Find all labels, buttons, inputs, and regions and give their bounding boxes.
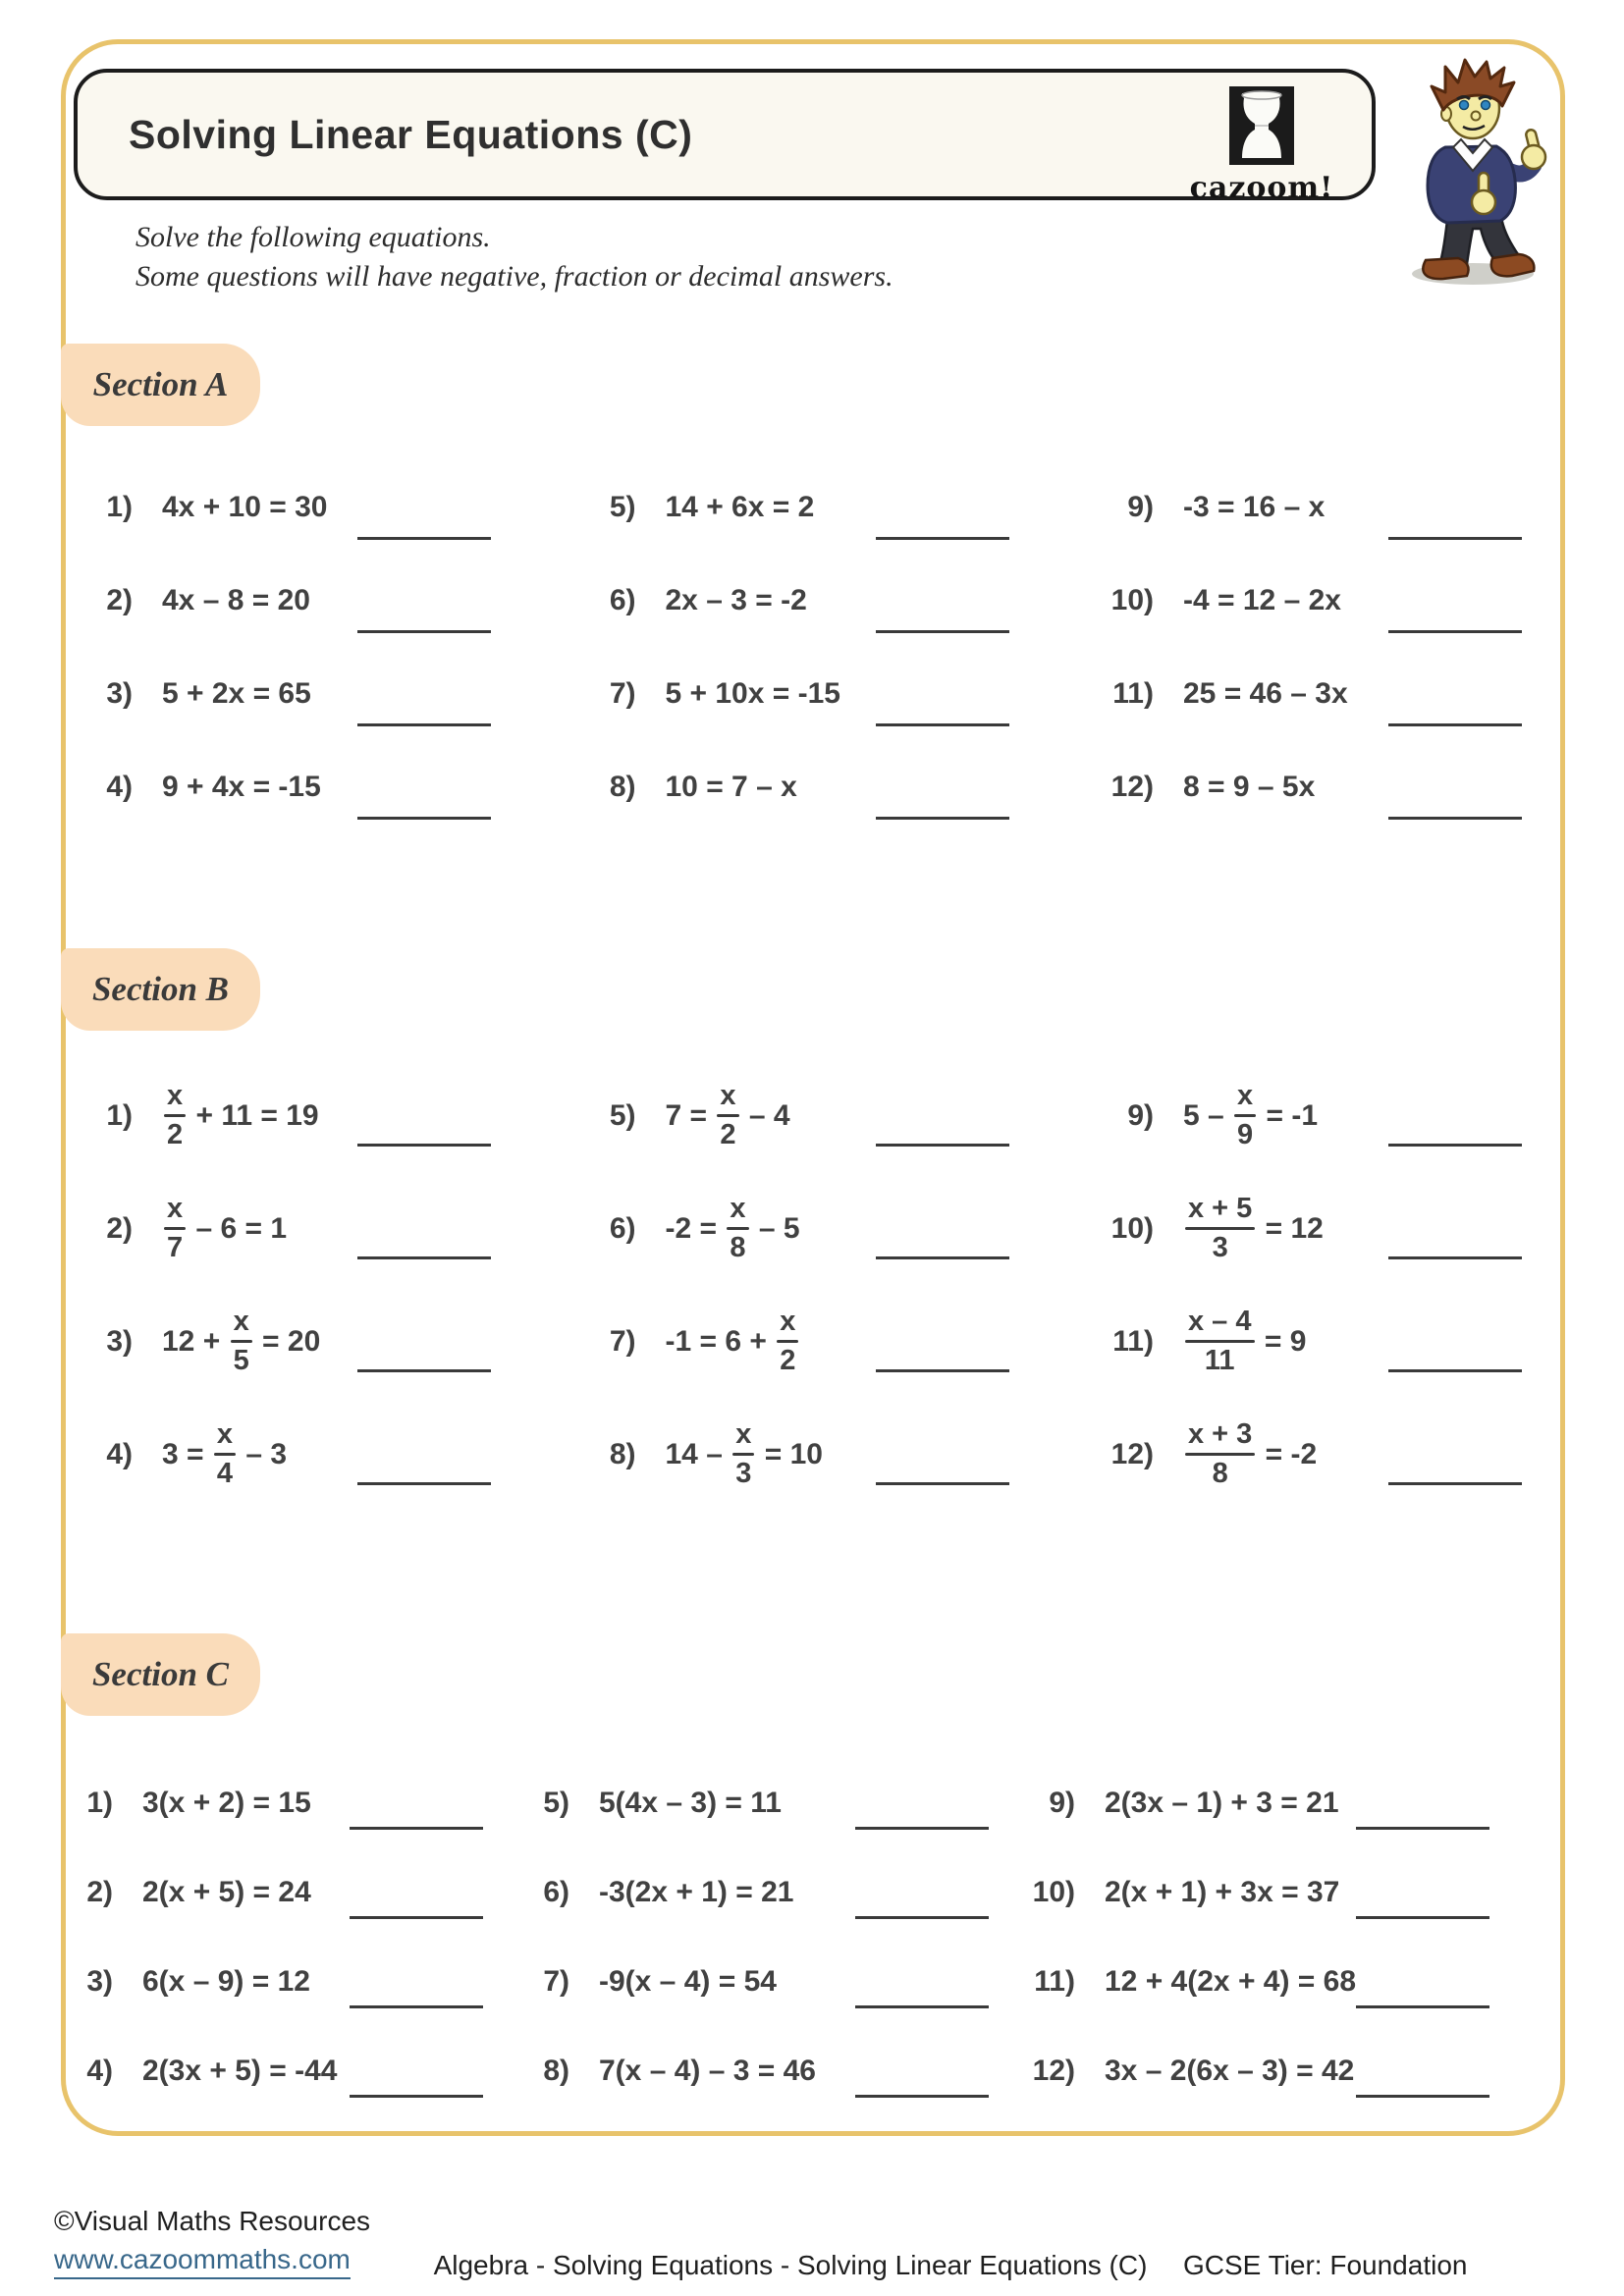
question-number: 3) (106, 677, 133, 710)
equation-text: 5 + 10x = -15 (665, 677, 840, 710)
equation-text: -2 = (665, 1211, 726, 1245)
answer-line[interactable] (1388, 1369, 1522, 1372)
title-bar (74, 69, 1376, 205)
equation (142, 1876, 311, 1909)
equation-text: = 9 (1256, 1324, 1307, 1358)
question-cell (1105, 677, 1522, 771)
fraction-numerator: x – 4 (1188, 1305, 1252, 1337)
question-cell (1105, 1296, 1522, 1409)
cazoom-logo (1189, 86, 1334, 205)
question-number: 10) (1110, 1211, 1154, 1245)
equation (599, 1876, 793, 1909)
question-number: 3) (106, 1324, 133, 1358)
question-cell (83, 1296, 491, 1409)
equation (142, 1787, 311, 1820)
instruction-line-1: Solve the following equations. (135, 221, 491, 253)
equation (162, 1079, 319, 1151)
equation (1183, 491, 1325, 524)
fraction-numerator: x (1237, 1079, 1254, 1111)
answer-line[interactable] (357, 1369, 491, 1372)
equation-text: 7(x – 4) – 3 = 46 (599, 2055, 816, 2087)
equation-text: 8 = 9 – 5x (1183, 771, 1316, 803)
answer-line[interactable] (876, 817, 1009, 820)
equation-text: 12 + 4(2x + 4) = 68 (1105, 1965, 1357, 1998)
fraction-denominator: 4 (216, 1458, 234, 1490)
equation (162, 677, 311, 711)
question-number: 5) (609, 1098, 636, 1132)
answer-line[interactable] (350, 2005, 483, 2008)
equation (666, 584, 807, 617)
question-number: 12) (1032, 2055, 1075, 2087)
equation (665, 1305, 801, 1377)
question-cell (83, 677, 491, 771)
answer-line[interactable] (1388, 537, 1522, 540)
equation (1105, 1876, 1339, 1909)
section-b-label: Section B (91, 970, 230, 1008)
equation-text: 5(4x – 3) = 11 (599, 1787, 782, 1819)
question-number: 6) (609, 1211, 636, 1245)
question-number: 11) (1034, 1965, 1075, 1998)
fraction-bar (727, 1227, 748, 1231)
equation (162, 491, 328, 524)
fraction (1185, 1192, 1255, 1264)
equation (162, 584, 310, 617)
footer-tier: GCSE Tier: Foundation (1183, 2250, 1468, 2280)
equation (1183, 771, 1315, 804)
fraction-bar (717, 1114, 738, 1118)
fraction (214, 1417, 236, 1490)
fraction-numerator: x (720, 1079, 736, 1111)
equation-text: 4x + 10 = 30 (162, 491, 328, 523)
equation (665, 1192, 800, 1264)
answer-line[interactable] (1356, 1916, 1489, 1919)
section-b-header (61, 948, 260, 1031)
equation-text: = 20 (253, 1324, 321, 1358)
fraction (777, 1305, 798, 1377)
question-number: 8) (609, 771, 636, 803)
fraction-numerator: x (216, 1417, 234, 1450)
equation-text: = -1 (1258, 1098, 1319, 1132)
equation-text: 5 – (1183, 1098, 1233, 1132)
equation (599, 1787, 782, 1820)
question-number: 2) (86, 1876, 113, 1908)
fraction-numerator: x (730, 1192, 746, 1224)
equation-text: = 10 (756, 1437, 823, 1470)
fraction-numerator: x (167, 1192, 184, 1224)
question-number: 4) (106, 771, 133, 803)
question-cell (1105, 491, 1522, 584)
equation (666, 677, 840, 711)
equation (142, 2055, 337, 2088)
section-c-header (61, 1633, 260, 1716)
answer-line[interactable] (357, 630, 491, 633)
answer-line[interactable] (357, 723, 491, 726)
question-number: 6) (609, 584, 636, 616)
question-cell (520, 1787, 989, 1876)
question-cell (1026, 2055, 1489, 2144)
fraction (231, 1305, 252, 1377)
answer-line[interactable] (357, 1144, 491, 1147)
equation-text: + 11 = 19 (188, 1098, 319, 1132)
answer-line[interactable] (350, 1827, 483, 1830)
question-cell (1026, 1965, 1489, 2055)
question-cell (83, 491, 491, 584)
question-cell (83, 771, 491, 864)
fraction-numerator: x (233, 1305, 249, 1337)
footer-website-link[interactable]: www.cazoommaths.com (54, 2244, 351, 2279)
equation (599, 2055, 816, 2088)
equation (1105, 2055, 1354, 2088)
equation (162, 1192, 288, 1264)
question-number: 3) (86, 1965, 113, 1998)
fraction-numerator: x + 3 (1188, 1417, 1253, 1450)
answer-line[interactable] (876, 1144, 1009, 1147)
question-cell (520, 1965, 989, 2055)
equation-text: -3 = 16 – x (1183, 491, 1326, 523)
question-number: 11) (1112, 1324, 1154, 1358)
question-cell (83, 584, 491, 677)
fraction-bar (1234, 1114, 1256, 1118)
equation (162, 771, 321, 804)
answer-line[interactable] (1388, 1482, 1522, 1485)
equation-text: 2x – 3 = -2 (665, 584, 807, 616)
question-number: 10) (1032, 1876, 1075, 1908)
fraction-denominator: 7 (167, 1232, 184, 1264)
question-number: 1) (86, 1787, 113, 1819)
section-a-label: Section A (92, 365, 229, 403)
equation-text: 2(x + 1) + 3x = 37 (1105, 1876, 1340, 1908)
fraction-denominator: 3 (1212, 1232, 1228, 1264)
equation-text: – 4 (740, 1098, 790, 1132)
fraction (164, 1079, 186, 1151)
question-cell (1026, 1876, 1489, 1965)
page-title: Solving Linear Equations (C) (129, 111, 693, 157)
question-number: 8) (609, 1437, 636, 1470)
question-number: 4) (86, 2055, 113, 2087)
question-number: 5) (543, 1787, 569, 1819)
equation (665, 1417, 823, 1490)
equation-text: – 5 (750, 1211, 800, 1245)
answer-line[interactable] (1388, 723, 1522, 726)
fraction-denominator: 2 (167, 1119, 184, 1151)
question-number: 7) (609, 677, 636, 710)
question-cell (1026, 1787, 1489, 1876)
question-cell (83, 1409, 491, 1522)
section-c-questions (64, 1787, 1489, 2144)
section-c-label: Section C (91, 1655, 230, 1693)
fraction-denominator: 5 (233, 1345, 249, 1377)
equation (599, 1965, 777, 1999)
fraction-denominator: 3 (735, 1458, 752, 1490)
equation-text: 2(3x + 5) = -44 (142, 2055, 338, 2087)
answer-line[interactable] (357, 537, 491, 540)
equation-text: 4x – 8 = 20 (162, 584, 310, 616)
question-cell (1105, 1070, 1522, 1183)
question-cell (1105, 584, 1522, 677)
answer-line[interactable] (1356, 1827, 1489, 1830)
question-cell (587, 1070, 1009, 1183)
fraction-denominator: 8 (730, 1232, 746, 1264)
answer-line[interactable] (1356, 2005, 1489, 2008)
equation-text: 9 + 4x = -15 (162, 771, 321, 803)
equation (1105, 1787, 1339, 1820)
footer-copyright: ©Visual Maths Resources (54, 2206, 371, 2236)
question-number: 1) (106, 491, 133, 523)
instruction-line-2: Some questions will have negative, fraction or decimal answers. (135, 260, 893, 293)
equation (1183, 677, 1348, 711)
equation-text: -1 = 6 + (665, 1324, 776, 1358)
equation (162, 1417, 288, 1490)
equation-text: – 3 (238, 1437, 288, 1470)
equation (142, 1965, 310, 1999)
question-number: 10) (1110, 584, 1154, 616)
fraction-bar (164, 1114, 186, 1118)
question-number: 9) (1127, 1098, 1154, 1132)
fraction-denominator: 2 (780, 1345, 796, 1377)
question-cell (83, 1070, 491, 1183)
question-cell (64, 2055, 483, 2144)
answer-line[interactable] (350, 1916, 483, 1919)
equation (1183, 1305, 1307, 1377)
question-cell (587, 771, 1009, 864)
question-cell (587, 491, 1009, 584)
fraction (1185, 1417, 1255, 1490)
question-cell (587, 1296, 1009, 1409)
equation (666, 491, 815, 524)
equation-text: 3 = (162, 1437, 212, 1470)
fraction-denominator: 11 (1204, 1345, 1235, 1377)
equation (666, 771, 797, 804)
fraction-bar (777, 1340, 798, 1344)
equation-text: 5 + 2x = 65 (162, 677, 311, 710)
footer-breadcrumb: Algebra - Solving Equations - Solving Linear Equations (C) (433, 2250, 1148, 2280)
answer-line[interactable] (1388, 1144, 1522, 1147)
question-number: 1) (106, 1098, 133, 1132)
fraction-bar (164, 1227, 186, 1231)
equation-text: -3(2x + 1) = 21 (599, 1876, 794, 1908)
answer-line[interactable] (876, 537, 1009, 540)
cazoom-logo-text: cazoom! (1189, 171, 1334, 205)
fraction (727, 1192, 748, 1264)
equation (665, 1079, 790, 1151)
fraction-bar (231, 1340, 252, 1344)
answer-line[interactable] (350, 2095, 483, 2098)
cazoom-drum-icon (1229, 86, 1294, 170)
mascot-boy-illustration (1398, 55, 1555, 291)
section-a-questions (83, 491, 1522, 864)
fraction-numerator: x (735, 1417, 752, 1450)
answer-line[interactable] (357, 817, 491, 820)
equation-text: 2(3x – 1) + 3 = 21 (1105, 1787, 1339, 1819)
equation-text: -4 = 12 – 2x (1183, 584, 1341, 616)
instructions (135, 218, 893, 296)
equation (162, 1305, 321, 1377)
fraction-numerator: x (167, 1079, 184, 1111)
equation-text: 25 = 46 – 3x (1183, 677, 1348, 710)
equation-text: 10 = 7 – x (665, 771, 797, 803)
equation-text: 14 + 6x = 2 (665, 491, 815, 523)
equation-text: 6(x – 9) = 12 (142, 1965, 310, 1998)
equation (1183, 584, 1341, 617)
answer-line[interactable] (876, 1256, 1009, 1259)
question-number: 12) (1110, 1437, 1154, 1470)
fraction (732, 1417, 754, 1490)
question-number: 11) (1112, 677, 1154, 710)
fraction-bar (1185, 1227, 1255, 1231)
answer-line[interactable] (876, 1482, 1009, 1485)
equation-text: 7 = (665, 1098, 716, 1132)
equation-text: -9(x – 4) = 54 (599, 1965, 777, 1998)
answer-line[interactable] (1388, 817, 1522, 820)
fraction-numerator: x + 5 (1188, 1192, 1253, 1224)
answer-line[interactable] (855, 2005, 989, 2008)
answer-line[interactable] (357, 1256, 491, 1259)
answer-line[interactable] (1356, 2095, 1489, 2098)
question-cell (520, 2055, 989, 2144)
question-cell (587, 1183, 1009, 1296)
question-number: 9) (1127, 491, 1154, 523)
question-number: 8) (543, 2055, 569, 2087)
fraction-denominator: 2 (720, 1119, 736, 1151)
equation (1183, 1192, 1324, 1264)
fraction-denominator: 9 (1237, 1119, 1254, 1151)
equation (1183, 1417, 1318, 1490)
question-number: 9) (1049, 1787, 1075, 1819)
question-cell (587, 584, 1009, 677)
question-number: 12) (1110, 771, 1154, 803)
answer-line[interactable] (1388, 630, 1522, 633)
question-cell (1105, 771, 1522, 864)
answer-line[interactable] (855, 1827, 989, 1830)
question-number: 2) (106, 584, 133, 616)
question-cell (64, 1965, 483, 2055)
answer-line[interactable] (876, 1369, 1009, 1372)
fraction (1234, 1079, 1256, 1151)
fraction-denominator: 8 (1212, 1458, 1228, 1490)
question-number: 7) (543, 1965, 569, 1998)
answer-line[interactable] (855, 2095, 989, 2098)
question-cell (1105, 1183, 1522, 1296)
question-cell (520, 1876, 989, 1965)
question-cell (1105, 1409, 1522, 1522)
question-cell (587, 1409, 1009, 1522)
fraction-bar (1185, 1453, 1255, 1457)
equation (1105, 1965, 1356, 1999)
equation-text: 2(x + 5) = 24 (142, 1876, 311, 1908)
fraction-bar (1185, 1340, 1255, 1344)
equation-text: – 6 = 1 (188, 1211, 288, 1245)
equation (1183, 1079, 1319, 1151)
answer-line[interactable] (876, 630, 1009, 633)
question-number: 4) (106, 1437, 133, 1470)
question-cell (64, 1876, 483, 1965)
fraction-bar (214, 1453, 236, 1457)
question-cell (587, 677, 1009, 771)
answer-line[interactable] (876, 723, 1009, 726)
fraction (164, 1192, 186, 1264)
fraction (1185, 1305, 1255, 1377)
question-number: 2) (106, 1211, 133, 1245)
answer-line[interactable] (357, 1482, 491, 1485)
question-number: 6) (543, 1876, 569, 1908)
question-number: 5) (609, 491, 636, 523)
answer-line[interactable] (1388, 1256, 1522, 1259)
section-b-questions (83, 1070, 1522, 1522)
question-cell (64, 1787, 483, 1876)
equation-text: 3x – 2(6x – 3) = 42 (1105, 2055, 1355, 2087)
equation-text: 12 + (162, 1324, 229, 1358)
fraction (717, 1079, 738, 1151)
section-a-header (61, 344, 260, 426)
equation-text: = -2 (1257, 1437, 1318, 1470)
equation-text: 3(x + 2) = 15 (142, 1787, 311, 1819)
question-number: 7) (609, 1324, 636, 1358)
question-cell (83, 1183, 491, 1296)
fraction-numerator: x (780, 1305, 796, 1337)
fraction-bar (732, 1453, 754, 1457)
answer-line[interactable] (855, 1916, 989, 1919)
equation-text: = 12 (1257, 1211, 1324, 1245)
equation-text: 14 – (665, 1437, 731, 1470)
